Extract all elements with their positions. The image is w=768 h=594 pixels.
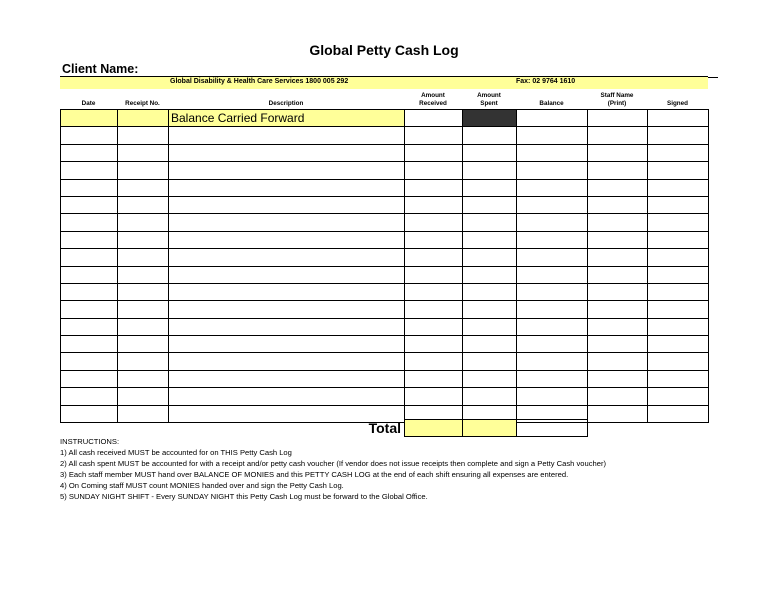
- cell-description[interactable]: [169, 370, 405, 387]
- cell-received[interactable]: [405, 318, 463, 335]
- cell-date[interactable]: [61, 283, 118, 300]
- cell-spent[interactable]: [463, 388, 517, 405]
- page-title: Global Petty Cash Log: [309, 42, 459, 58]
- cell-receipt[interactable]: [118, 162, 169, 179]
- client-name-label: Client Name:: [62, 62, 139, 76]
- cell-receipt[interactable]: [118, 318, 169, 335]
- cell-signed[interactable]: [648, 214, 709, 231]
- cell-received[interactable]: [405, 266, 463, 283]
- cell-staff[interactable]: [588, 144, 648, 161]
- table-row: [61, 144, 709, 161]
- table-row: [61, 162, 709, 179]
- table-row: [61, 214, 709, 231]
- cell-staff[interactable]: [588, 249, 648, 266]
- cell-received[interactable]: [405, 283, 463, 300]
- cell-spent[interactable]: [463, 127, 517, 144]
- cell-receipt[interactable]: [118, 214, 169, 231]
- cell-spent[interactable]: [463, 110, 517, 127]
- cell-received[interactable]: [405, 162, 463, 179]
- table-row: [61, 318, 709, 335]
- cell-signed[interactable]: [648, 110, 709, 127]
- cell-spent[interactable]: [463, 318, 517, 335]
- cell-received[interactable]: [405, 353, 463, 370]
- instruction-item: 4) On Coming staff MUST count MONIES handed over and sign the Petty Cash Log.: [60, 481, 344, 490]
- total-label: Total: [368, 420, 401, 436]
- cell-signed[interactable]: [648, 179, 709, 196]
- cell-date[interactable]: [61, 196, 118, 213]
- cell-staff[interactable]: [588, 283, 648, 300]
- cell-signed[interactable]: [648, 127, 709, 144]
- table-row: [61, 231, 709, 248]
- table-row: [61, 283, 709, 300]
- cell-signed[interactable]: [648, 353, 709, 370]
- cell-balance[interactable]: [517, 318, 588, 335]
- table-row: [61, 249, 709, 266]
- petty-cash-log-table: [60, 109, 709, 423]
- cell-date[interactable]: [61, 127, 118, 144]
- cell-balance[interactable]: [517, 266, 588, 283]
- cell-balance[interactable]: [517, 231, 588, 248]
- cell-staff[interactable]: [588, 370, 648, 387]
- cell-balance[interactable]: [517, 388, 588, 405]
- table-row: [61, 110, 709, 127]
- cell-date[interactable]: [61, 301, 118, 318]
- instruction-item: 2) All cash spent MUST be accounted for with a receipt and/or petty cash voucher (If vendor does not issue receipts then complete and sign a Petty Cash voucher): [60, 459, 607, 468]
- column-header-staff: [587, 92, 647, 107]
- cell-balance[interactable]: [517, 127, 588, 144]
- cell-date[interactable]: [61, 353, 118, 370]
- column-header-received-text: Amount Received: [419, 92, 447, 107]
- table-row: [61, 266, 709, 283]
- organization-line: Global Disability & Health Care Services 1800 005 292: [170, 78, 349, 85]
- cell-signed[interactable]: [648, 283, 709, 300]
- cell-description[interactable]: [169, 144, 405, 161]
- cell-description[interactable]: [169, 318, 405, 335]
- cell-received[interactable]: [405, 110, 463, 127]
- instruction-item: 5) SUNDAY NIGHT SHIFT - Every SUNDAY NIGHT this Petty Cash Log must be forward to the Global Office.: [60, 492, 428, 501]
- cell-received[interactable]: [405, 144, 463, 161]
- column-header-received: [404, 92, 462, 107]
- cell-spent[interactable]: [463, 179, 517, 196]
- cell-signed[interactable]: [648, 370, 709, 387]
- cell-balance[interactable]: [517, 301, 588, 318]
- cell-received[interactable]: [405, 214, 463, 231]
- cell-description[interactable]: [169, 196, 405, 213]
- column-header-description: Description: [268, 100, 304, 107]
- cell-staff[interactable]: [588, 196, 648, 213]
- cell-receipt[interactable]: [118, 370, 169, 387]
- table-row: [61, 196, 709, 213]
- cell-balance[interactable]: [517, 162, 588, 179]
- cell-spent[interactable]: [463, 231, 517, 248]
- cell-description[interactable]: [169, 353, 405, 370]
- cell-received[interactable]: [405, 179, 463, 196]
- total-spent-cell[interactable]: [462, 419, 517, 437]
- cell-signed[interactable]: [648, 405, 709, 422]
- column-header-signed: Signed: [667, 100, 688, 107]
- cell-staff[interactable]: [588, 353, 648, 370]
- cell-balance[interactable]: [517, 336, 588, 353]
- table-row: [61, 353, 709, 370]
- table-row: [61, 336, 709, 353]
- cell-received[interactable]: [405, 301, 463, 318]
- cell-staff[interactable]: [588, 318, 648, 335]
- organization-band: [60, 77, 708, 89]
- cell-balance[interactable]: [517, 249, 588, 266]
- cell-balance[interactable]: [517, 214, 588, 231]
- cell-receipt[interactable]: [118, 353, 169, 370]
- cell-description[interactable]: [169, 336, 405, 353]
- cell-description[interactable]: [169, 388, 405, 405]
- cell-receipt[interactable]: [118, 196, 169, 213]
- cell-description[interactable]: [169, 179, 405, 196]
- cell-date[interactable]: [61, 388, 118, 405]
- cell-spent[interactable]: [463, 266, 517, 283]
- cell-staff[interactable]: [588, 231, 648, 248]
- total-received-cell[interactable]: [404, 419, 463, 437]
- cell-receipt[interactable]: [118, 127, 169, 144]
- cell-spent[interactable]: [463, 144, 517, 161]
- cell-balance[interactable]: [517, 353, 588, 370]
- cell-receipt[interactable]: [118, 231, 169, 248]
- table-row: [61, 127, 709, 144]
- cell-balance[interactable]: [517, 196, 588, 213]
- cell-description[interactable]: [169, 249, 405, 266]
- cell-spent[interactable]: [463, 336, 517, 353]
- cell-description[interactable]: [169, 283, 405, 300]
- cell-signed[interactable]: [648, 249, 709, 266]
- cell-spent[interactable]: [463, 283, 517, 300]
- cell-signed[interactable]: [648, 266, 709, 283]
- cell-staff[interactable]: [588, 405, 648, 422]
- cell-receipt[interactable]: [118, 388, 169, 405]
- cell-balance[interactable]: [517, 179, 588, 196]
- cell-description[interactable]: [169, 266, 405, 283]
- cell-signed[interactable]: [648, 144, 709, 161]
- cell-receipt[interactable]: [118, 144, 169, 161]
- cell-spent[interactable]: [463, 196, 517, 213]
- cell-received[interactable]: [405, 370, 463, 387]
- cell-spent[interactable]: [463, 353, 517, 370]
- cell-date[interactable]: [61, 179, 118, 196]
- cell-date[interactable]: [61, 266, 118, 283]
- table-row: [61, 370, 709, 387]
- instructions: [60, 436, 606, 502]
- cell-description[interactable]: [169, 301, 405, 318]
- cell-staff[interactable]: [588, 127, 648, 144]
- cell-signed[interactable]: [648, 196, 709, 213]
- column-header-spent-text: Amount Spent: [477, 92, 501, 107]
- cell-date[interactable]: [61, 336, 118, 353]
- cell-staff[interactable]: [588, 162, 648, 179]
- cell-signed[interactable]: [648, 301, 709, 318]
- cell-staff[interactable]: [588, 266, 648, 283]
- cell-date[interactable]: [61, 214, 118, 231]
- cell-receipt[interactable]: [118, 266, 169, 283]
- cell-received[interactable]: [405, 249, 463, 266]
- instruction-item: 1) All cash received MUST be accounted for on THIS Petty Cash Log: [60, 448, 292, 457]
- cell-balance[interactable]: [517, 283, 588, 300]
- cell-spent[interactable]: [463, 301, 517, 318]
- cell-receipt[interactable]: [118, 110, 169, 127]
- cell-staff[interactable]: [588, 301, 648, 318]
- cell-date[interactable]: [61, 249, 118, 266]
- cell-received[interactable]: [405, 196, 463, 213]
- cell-receipt[interactable]: [118, 301, 169, 318]
- cell-spent[interactable]: [463, 162, 517, 179]
- column-header-date: Date: [81, 100, 96, 107]
- balance-carried-forward-cell[interactable]: Balance Carried Forward: [169, 110, 405, 127]
- cell-receipt[interactable]: [118, 179, 169, 196]
- cell-date[interactable]: [61, 231, 118, 248]
- column-header-balance: Balance: [539, 100, 564, 107]
- cell-signed[interactable]: [648, 388, 709, 405]
- cell-staff[interactable]: [588, 110, 648, 127]
- cell-received[interactable]: [405, 336, 463, 353]
- column-header-staff-text: Staff Name (Print): [600, 92, 634, 107]
- cell-balance[interactable]: [517, 144, 588, 161]
- cell-spent[interactable]: [463, 370, 517, 387]
- total-balance-cell[interactable]: [516, 419, 588, 437]
- cell-receipt[interactable]: [118, 283, 169, 300]
- instruction-item: 3) Each staff member MUST hand over BALANCE OF MONIES and this PETTY CASH LOG at the end of each shift ensuring all expenses are entered.: [60, 470, 569, 479]
- fax-line: Fax: 02 9764 1610: [516, 78, 576, 85]
- cell-signed[interactable]: [648, 318, 709, 335]
- cell-description[interactable]: [169, 214, 405, 231]
- table-row: [61, 301, 709, 318]
- column-header-spent: [462, 92, 516, 107]
- cell-balance[interactable]: [517, 110, 588, 127]
- cell-description[interactable]: [169, 127, 405, 144]
- cell-date[interactable]: [61, 370, 118, 387]
- cell-received[interactable]: [405, 388, 463, 405]
- cell-date[interactable]: [61, 110, 118, 127]
- column-header-receipt: Receipt No.: [125, 100, 160, 107]
- cell-staff[interactable]: [588, 336, 648, 353]
- cell-receipt[interactable]: [118, 336, 169, 353]
- cell-received[interactable]: [405, 231, 463, 248]
- cell-date[interactable]: [61, 318, 118, 335]
- cell-spent[interactable]: [463, 249, 517, 266]
- cell-balance[interactable]: [517, 370, 588, 387]
- cell-receipt[interactable]: [118, 249, 169, 266]
- cell-signed[interactable]: [648, 162, 709, 179]
- cell-date[interactable]: [61, 144, 118, 161]
- cell-signed[interactable]: [648, 336, 709, 353]
- band-extension-rule: [708, 77, 718, 78]
- cell-staff[interactable]: [588, 214, 648, 231]
- cell-received[interactable]: [405, 127, 463, 144]
- cell-staff[interactable]: [588, 388, 648, 405]
- cell-staff[interactable]: [588, 179, 648, 196]
- instructions-heading: INSTRUCTIONS:: [60, 437, 120, 446]
- cell-spent[interactable]: [463, 214, 517, 231]
- cell-description[interactable]: [169, 162, 405, 179]
- cell-description[interactable]: [169, 231, 405, 248]
- table-row: [61, 388, 709, 405]
- cell-signed[interactable]: [648, 231, 709, 248]
- table-row: [61, 179, 709, 196]
- cell-date[interactable]: [61, 162, 118, 179]
